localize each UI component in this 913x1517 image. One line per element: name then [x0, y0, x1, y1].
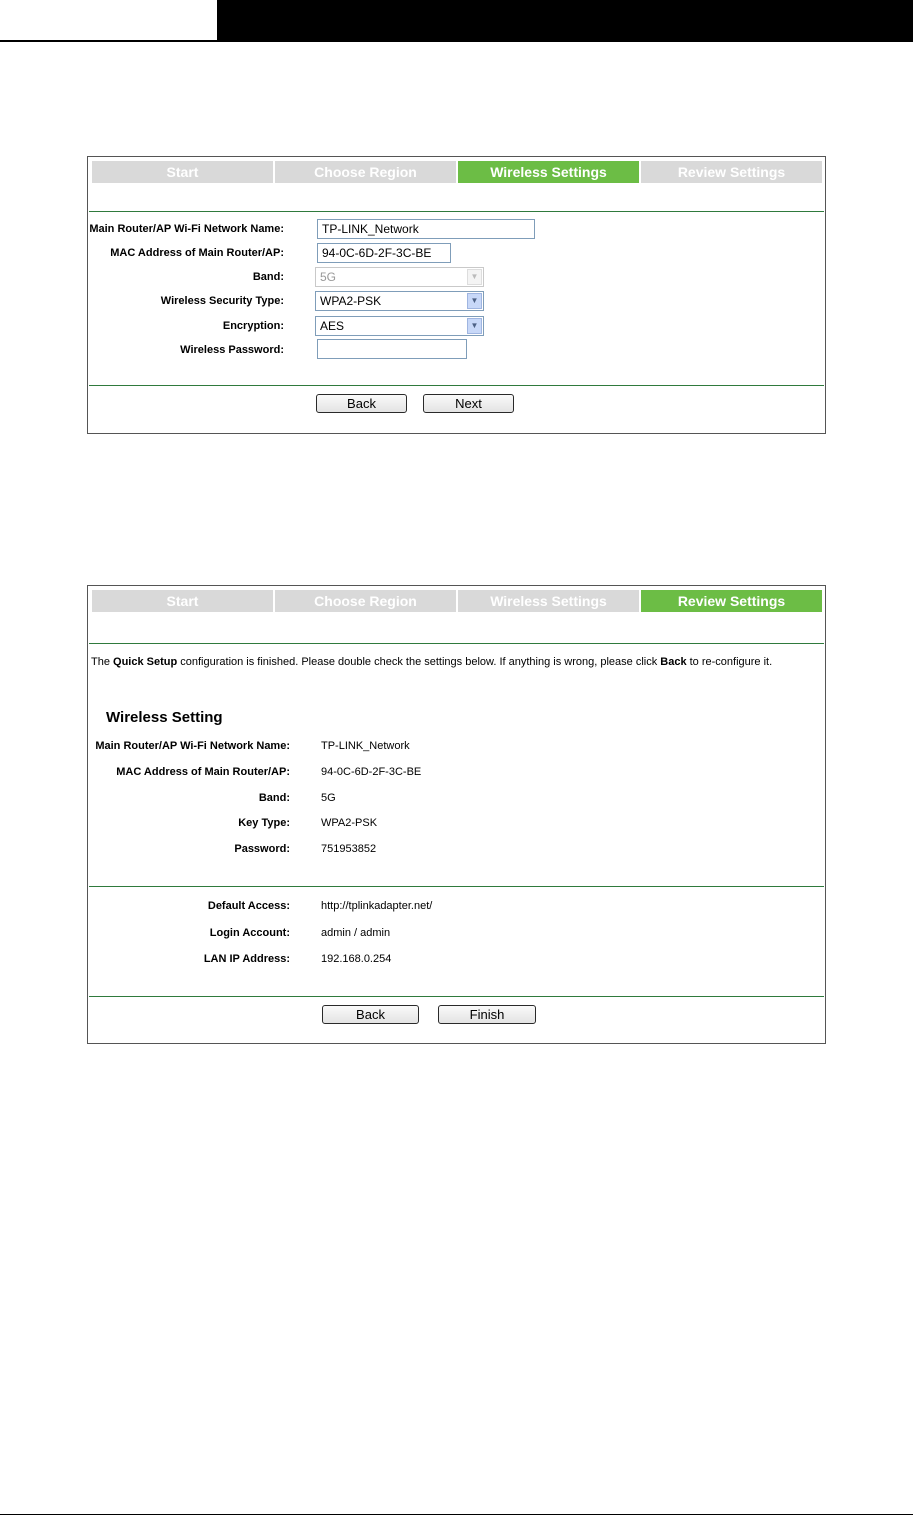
review-value: 5G: [321, 792, 336, 804]
encryption-value: AES: [320, 319, 345, 333]
review-label: Password:: [234, 843, 290, 855]
finish-button[interactable]: Finish: [438, 1005, 536, 1024]
tab-choose-region: Choose Region: [275, 590, 456, 612]
back-button[interactable]: Back: [322, 1005, 419, 1024]
tab-start: Start: [92, 590, 273, 612]
band-select: [315, 267, 484, 287]
header-rule: [0, 40, 913, 42]
wireless-settings-panel: [87, 156, 826, 434]
review-label: Key Type:: [238, 817, 290, 829]
access-label: Login Account:: [209, 927, 290, 939]
intro-quick-setup: Quick Setup: [113, 656, 178, 668]
network-name-input[interactable]: TP-LINK_Network: [317, 219, 535, 239]
mac-address-input[interactable]: 94-0C-6D-2F-3C-BE: [317, 243, 451, 263]
review-value: 94-0C-6D-2F-3C-BE: [321, 766, 422, 778]
back-button[interactable]: Back: [316, 394, 407, 413]
security-type-select[interactable]: [315, 291, 484, 311]
step-tabs: [92, 161, 822, 183]
wireless-password-label: Wireless Password:: [180, 344, 284, 356]
header-bar: [217, 0, 913, 41]
security-type-label: Wireless Security Type:: [160, 295, 284, 307]
wireless-password-input[interactable]: [317, 339, 467, 359]
access-label: LAN IP Address:: [203, 953, 290, 965]
encryption-select[interactable]: [315, 316, 484, 336]
band-label: Band:: [252, 271, 284, 283]
mac-address-label: MAC Address of Main Router/AP:: [110, 247, 284, 259]
access-value: admin / admin: [321, 927, 391, 939]
tab-wireless-settings: Wireless Settings: [458, 590, 639, 612]
band-select-value: 5G: [320, 270, 337, 284]
tab-wireless-settings: Wireless Settings: [458, 161, 639, 183]
access-label: Default Access:: [207, 900, 290, 912]
review-label: Band:: [258, 792, 290, 804]
next-button[interactable]: Next: [423, 394, 514, 413]
review-value: TP-LINK_Network: [321, 740, 410, 752]
encryption-label: Encryption:: [222, 320, 284, 332]
divider: [89, 886, 824, 887]
divider: [89, 996, 824, 997]
wireless-setting-heading: Wireless Setting: [106, 709, 223, 726]
review-label: MAC Address of Main Router/AP:: [116, 766, 290, 778]
intro-part: The: [91, 656, 114, 668]
intro-part: to re-configure it.: [686, 656, 773, 668]
intro-part: configuration is finished. Please double check the settings below. If anything is wrong, please click: [177, 656, 661, 668]
access-value: 192.168.0.254: [321, 953, 392, 965]
divider: [89, 643, 824, 644]
tab-start: Start: [92, 161, 273, 183]
access-value: http://tplinkadapter.net/: [321, 900, 433, 912]
chevron-down-icon[interactable]: ▼: [467, 293, 482, 309]
network-name-label: Main Router/AP Wi-Fi Network Name:: [89, 223, 284, 235]
review-settings-panel: [87, 585, 826, 1044]
intro-text: [91, 656, 772, 668]
divider: [89, 385, 824, 386]
chevron-down-icon: ▼: [467, 269, 482, 285]
security-type-value: WPA2-PSK: [320, 294, 382, 308]
step-tabs: [92, 590, 822, 612]
tab-review-settings: Review Settings: [641, 590, 822, 612]
review-value: WPA2-PSK: [321, 817, 378, 829]
chevron-down-icon[interactable]: ▼: [467, 318, 482, 334]
footer-rule: [0, 1514, 913, 1515]
tab-choose-region: Choose Region: [275, 161, 456, 183]
review-label: Main Router/AP Wi-Fi Network Name:: [95, 740, 290, 752]
intro-back: Back: [660, 656, 687, 668]
divider: [89, 211, 824, 212]
tab-review-settings: Review Settings: [641, 161, 822, 183]
review-value: 751953852: [321, 843, 377, 855]
